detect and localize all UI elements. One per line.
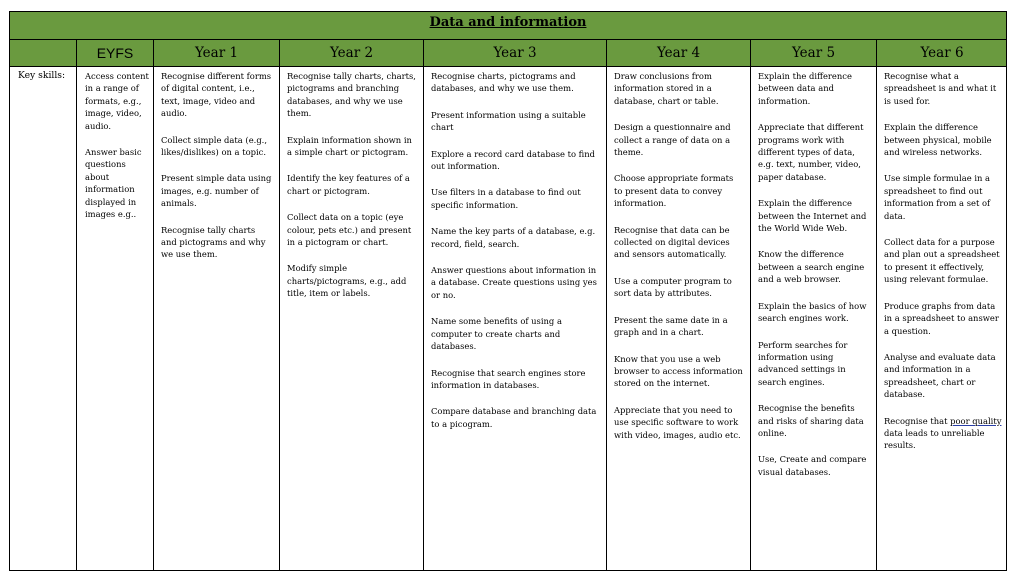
skill-item: Choose appropriate formats to present data to convey information. [614, 173, 734, 209]
skill-item: Recognise what a spreadsheet is and what it is used for. [884, 71, 997, 106]
skill-item: Use simple formulae in a spreadsheet to find out information from a set of data. [884, 173, 991, 221]
skill-item: Name some benefits of using a computer to create charts and databases. [431, 316, 562, 352]
skill-item: Perform searches for information using advanced settings in search engines. [758, 339, 848, 387]
header-year-1: Year 1 [154, 40, 280, 67]
header-year-6: Year 6 [877, 40, 1007, 67]
skill-item: Explain the basics of how search engines work. [758, 300, 867, 324]
skill-item: Collect data for a purpose and plan out a spreadsheet to present it effectively, using relevant formulae. [884, 237, 1000, 285]
header-eyfs: EYFS [77, 40, 154, 67]
skill-text-post: data leads to unreliable results. [884, 427, 985, 451]
year-2-cell [280, 67, 424, 570]
skill-item: Present simple data using images, e.g. number of animals. [161, 173, 272, 209]
skill-text-pre: Recognise that [884, 415, 951, 426]
skill-item: Recognise that data can be collected on digital devices and sensors automatically. [614, 224, 730, 260]
curriculum-table [9, 11, 1007, 571]
skill-item: Design a questionnaire and collect a range of data on a theme. [614, 122, 731, 158]
skill-item-last [884, 415, 1002, 452]
year-1-cell [154, 67, 280, 570]
skill-item: Access content in a range of formats, e.g., image, video, audio. [85, 71, 149, 131]
table-grid [10, 40, 1006, 570]
skill-item: Collect simple data (e.g., likes/dislikes) on a topic. [161, 134, 268, 158]
skill-item: Explain the difference between data and information. [758, 71, 852, 106]
eyfs-cell [77, 67, 154, 570]
skill-item: Use a computer program to sort data by attributes. [614, 275, 732, 299]
skill-item: Use, Create and compare visual databases. [758, 454, 867, 477]
skill-item: Appreciate that different programs work with different types of data, e.g. text, number, video, paper database. [758, 122, 864, 182]
skill-item: Identify the key features of a chart or pictogram. [287, 173, 410, 196]
header-blank [10, 40, 77, 67]
skill-item: Draw conclusions from information stored in a database, chart or table. [614, 71, 719, 106]
year-6-cell [877, 67, 1007, 570]
skill-item: Recognise tally charts and pictograms and why we use them. [161, 224, 266, 260]
skill-item: Collect data on a topic (eye colour, pets etc.) and present in a pictogram or chart. [287, 212, 412, 248]
skill-item: Present the same date in a graph and in a chart. [614, 314, 728, 338]
skill-item: Answer questions about information in a database. Create questions using yes or no. [431, 265, 597, 300]
year-5-cell [751, 67, 877, 570]
flagged-phrase: poor quality [950, 415, 1002, 426]
skill-item: Analyse and evaluate data and information in a spreadsheet, chart or database. [884, 351, 996, 400]
skill-item: Know the difference between a search engine and a web browser. [758, 249, 865, 285]
skill-item: Recognise tally charts, charts, pictograms and branching databases, and why we use them. [287, 71, 416, 119]
skill-item: Compare database and branching data to a picogram. [431, 406, 597, 429]
header-year-5: Year 5 [751, 40, 877, 67]
header-year-2: Year 2 [280, 40, 424, 67]
skill-item: Present information using a suitable chart [431, 109, 586, 133]
skill-item: Explain the difference between physical, mobile and wireless networks. [884, 122, 992, 158]
skill-item: Answer basic questions about information displayed in images e.g.. [85, 147, 142, 220]
skill-item: Explain the difference between the Internet and the World Wide Web. [758, 198, 867, 234]
row-label: Key skills: [18, 70, 66, 81]
skill-item: Recognise charts, pictograms and databases, and why we use them. [431, 71, 576, 94]
header-year-4: Year 4 [607, 40, 751, 67]
skill-item: Recognise that search engines store information in databases. [431, 367, 586, 390]
table-title: Data and information [10, 12, 1006, 40]
skill-item: Explain information shown in a simple chart or pictogram. [287, 134, 412, 158]
skill-item: Produce graphs from data in a spreadsheet to answer a question. [884, 300, 999, 336]
skill-item: Recognise the benefits and risks of sharing data online. [758, 403, 864, 438]
skill-item: Appreciate that you need to use specific software to work with video, images, audio etc. [614, 404, 741, 440]
skill-item: Know that you use a web browser to access information stored on the internet. [614, 353, 743, 389]
row-label-cell [10, 67, 77, 570]
year-4-cell [607, 67, 751, 570]
header-year-3: Year 3 [424, 40, 607, 67]
skill-item: Modify simple charts/pictograms, e.g., add title, item or labels. [287, 263, 407, 299]
skill-item: Recognise different forms of digital content, i.e., text, image, video and audio. [161, 71, 272, 119]
year-3-cell [424, 67, 607, 570]
skill-item: Explore a record card database to find out information. [431, 148, 596, 172]
skill-item: Use filters in a database to find out specific information. [431, 187, 581, 210]
skill-item: Name the key parts of a database, e.g. record, field, search. [431, 226, 596, 249]
